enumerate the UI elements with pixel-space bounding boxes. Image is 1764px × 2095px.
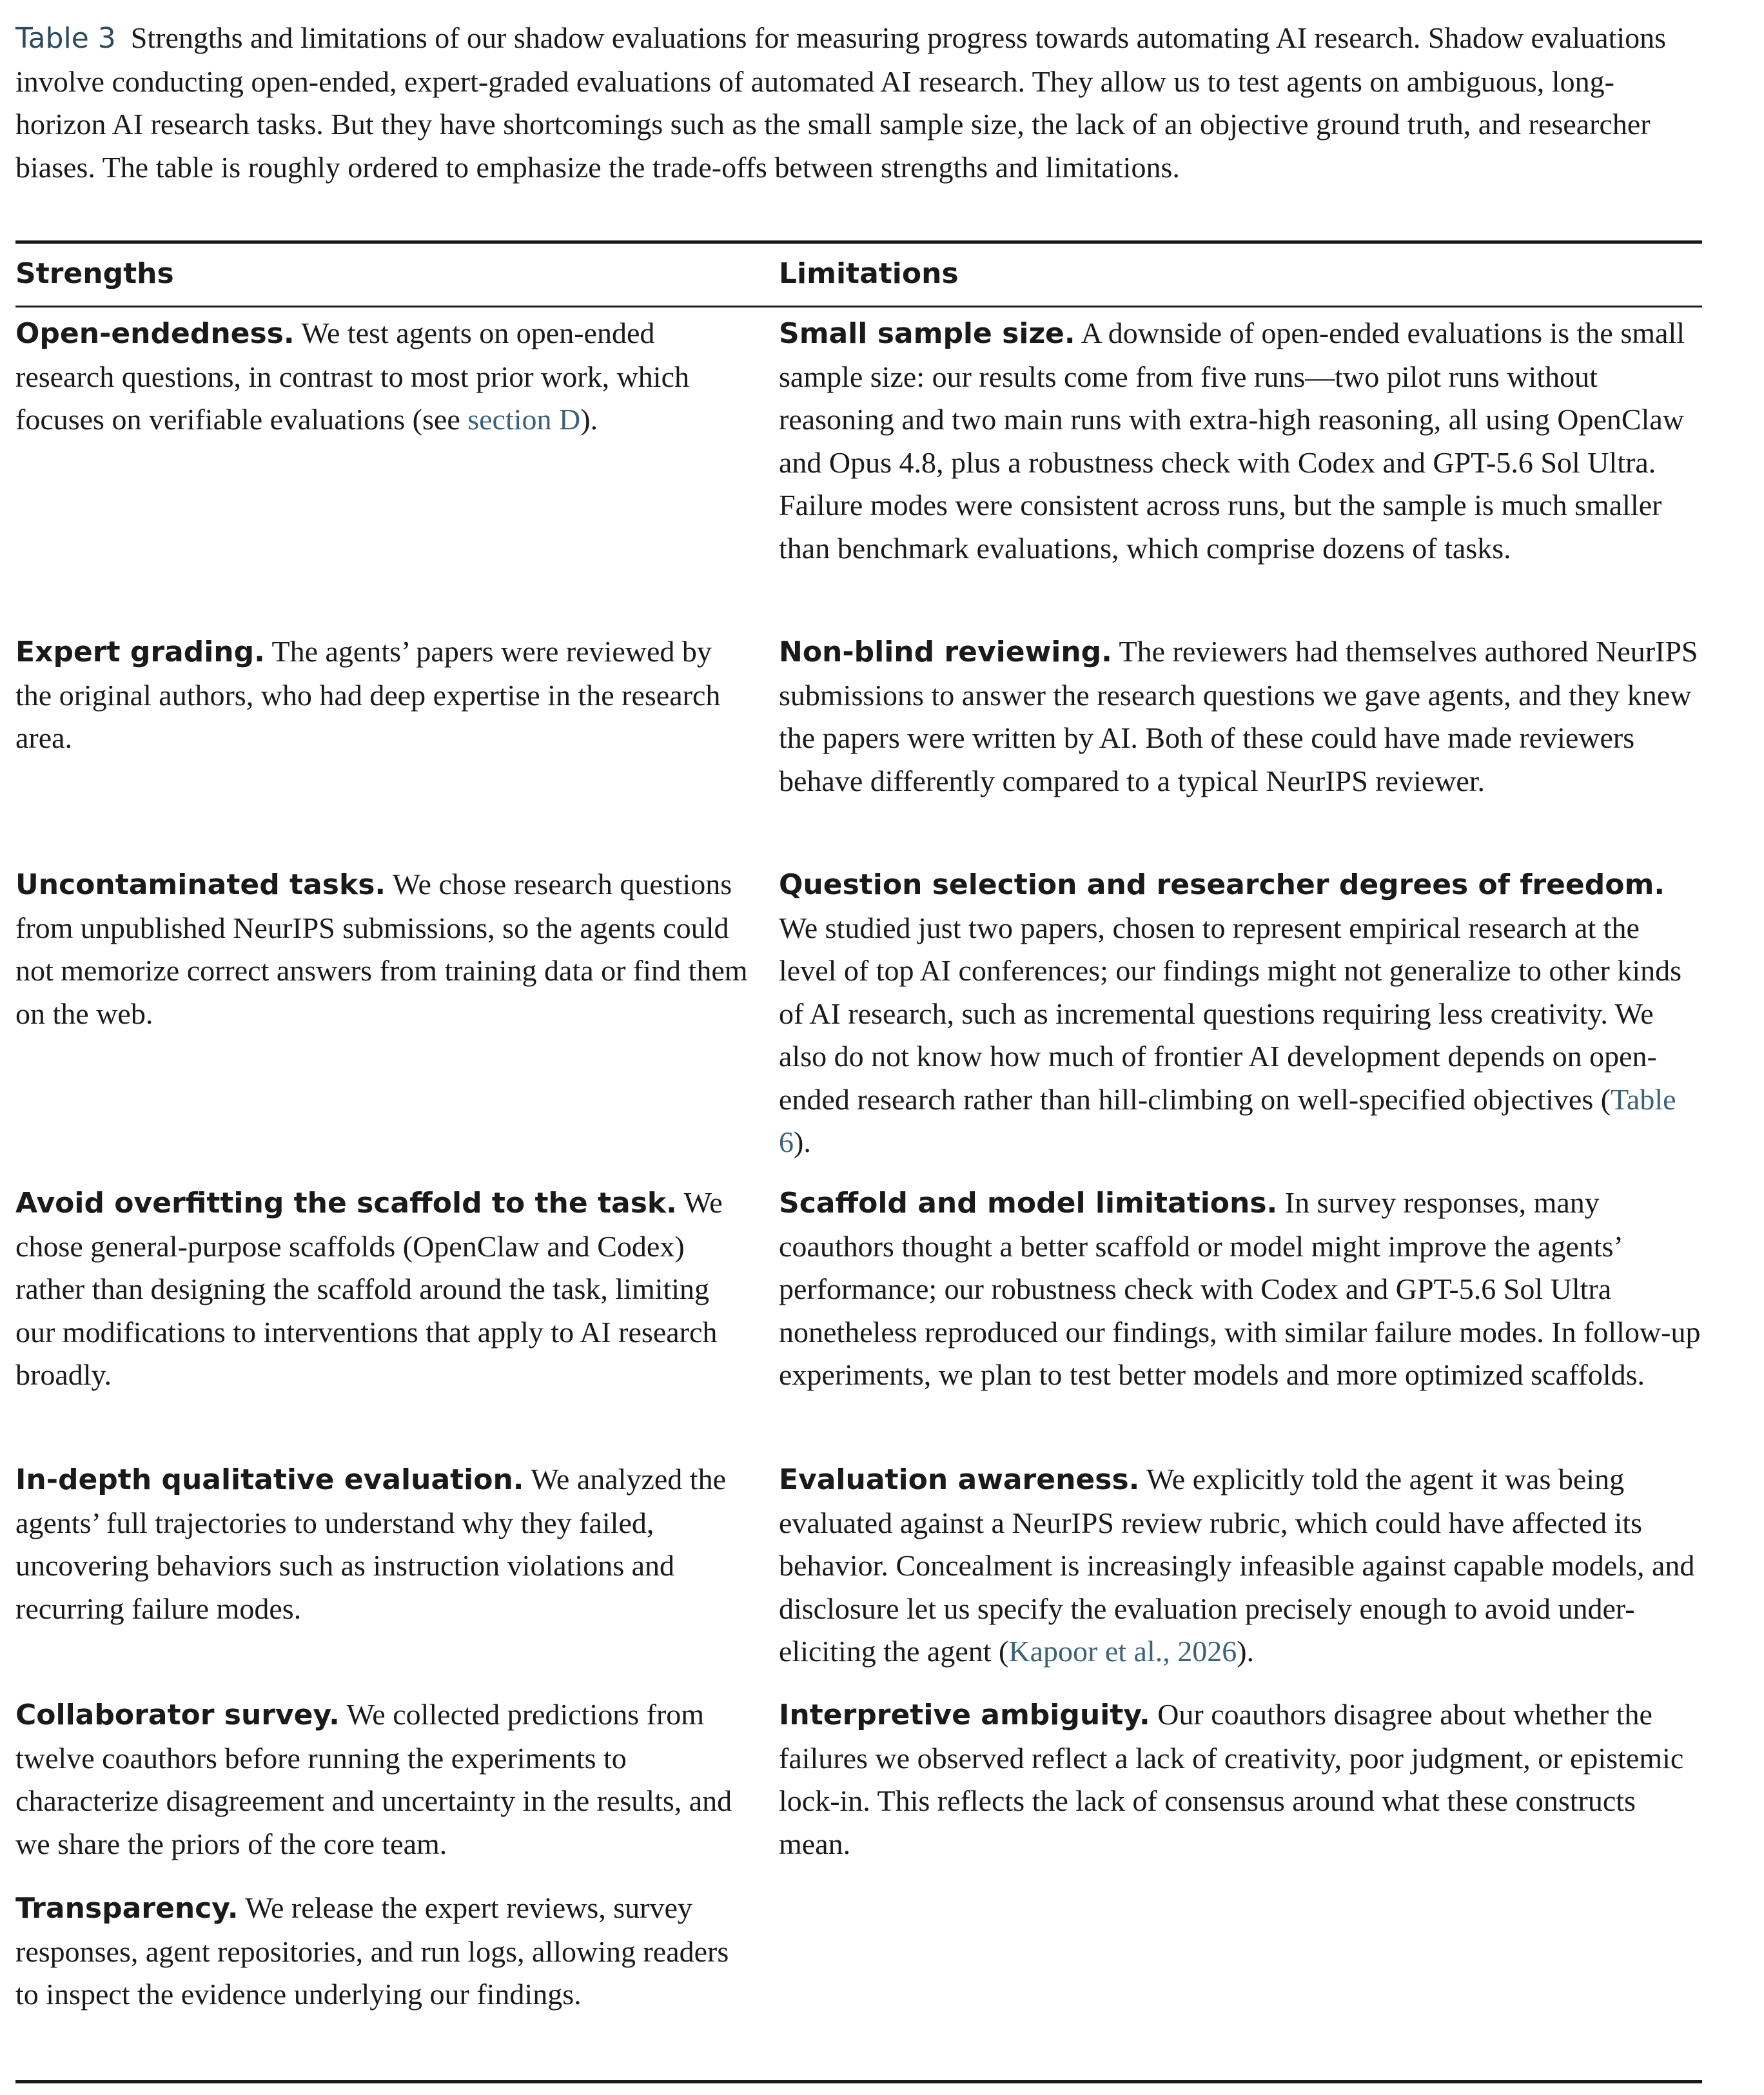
limitation-text-end: ).	[1237, 1635, 1255, 1668]
header-limitations: Limitations	[779, 257, 959, 290]
strength-text: We collected predictions from twelve coauthors before running the experiments to characterize disagreement and uncertainty in the results, and we share the priors of the core team.	[15, 1698, 732, 1860]
caption-text: Strengths and limitations of our shadow evaluations for measuring progress towards automating AI research. Shadow evaluations involve conducting open-ended, expert-graded evaluations of automated AI research. They allow us to test agents on ambiguous, long-horizon AI research tasks. But they have shortcomings such as the small sample size, the lack of an objective ground truth, and researcher biases. The table is roughly ordered to emphasize the trade-offs between strengths and limitations.	[15, 21, 1667, 184]
strength-cell	[15, 630, 750, 760]
strength-cell	[15, 1458, 750, 1630]
limitation-cell	[779, 312, 1702, 570]
citation-link[interactable]: Kapoor et al., 2026	[1008, 1635, 1237, 1668]
limitation-cell	[779, 630, 1702, 803]
limitation-term: Scaffold and model limitations.	[779, 1187, 1278, 1220]
table-link[interactable]: Table 6	[779, 1082, 1676, 1158]
strength-text: We chose research questions from unpublished NeurIPS submissions, so the agents could not memorize correct answers from training data or find them on the web.	[15, 868, 748, 1030]
limitation-text: We studied just two papers, chosen to represent empirical research at the level of top AI conferences; our findings might not generalize to other kinds of AI research, such as incremental questions requiring less creativity. We also do not know how much of frontier AI development depends on open-ended research rather than hill-climbing on well-specified objectives (	[779, 911, 1682, 1116]
strength-term: Open-endedness.	[15, 317, 295, 350]
table-top-rule	[15, 240, 1702, 244]
limitation-term: Question selection and researcher degrees of freedom.	[779, 868, 1665, 901]
limitation-text: We explicitly told the agent it was being evaluated against a NeurIPS review rubric, which could have affected its behavior. Concealment is increasingly infeasible against capable models, and disclosure let us specify the evaluation precisely enough to avoid under-eliciting the agent (	[779, 1463, 1695, 1668]
strength-cell	[15, 1887, 750, 2016]
strength-cell	[15, 1693, 750, 1866]
limitation-term: Non-blind reviewing.	[779, 636, 1112, 668]
header-strengths: Strengths	[15, 257, 174, 290]
strength-text: We release the expert reviews, survey responses, agent repositories, and run logs, allowing readers to inspect the evidence underlying our findings.	[15, 1891, 729, 2011]
limitation-cell	[779, 1693, 1702, 1866]
strength-term: Avoid overfitting the scaffold to the task.	[15, 1187, 677, 1220]
strength-text: We chose general-purpose scaffolds (OpenClaw and Codex) rather than designing the scaffold around the task, limiting our modifications to interventions that apply to AI research broadly.	[15, 1186, 723, 1391]
limitation-cell	[779, 863, 1702, 1164]
strength-text-end: ).	[580, 403, 598, 436]
table-figure	[15, 17, 1702, 2011]
limitation-term: Small sample size.	[779, 317, 1075, 350]
limitation-cell	[779, 1182, 1702, 1397]
strength-term: Collaborator survey.	[15, 1699, 340, 1731]
strength-cell	[15, 1182, 750, 1397]
limitation-cell	[779, 1458, 1702, 1673]
limitation-term: Interpretive ambiguity.	[779, 1699, 1150, 1731]
strength-text: The agents’ papers were reviewed by the original authors, who had deep expertise in the research area.	[15, 635, 721, 754]
strength-term: Uncontaminated tasks.	[15, 868, 386, 901]
table-caption	[15, 17, 1702, 189]
limitation-text-end: ).	[794, 1125, 811, 1158]
strength-cell	[15, 312, 750, 442]
strength-term: Transparency.	[15, 1892, 239, 1925]
caption-label: Table 3	[15, 22, 116, 55]
table-header-rule	[15, 306, 1702, 307]
strength-text: We test agents on open-ended research questions, in contrast to most prior work, which focuses on verifiable evaluations (see	[15, 317, 689, 436]
limitation-text: A downside of open-ended evaluations is the small sample size: our results come from five runs—two pilot runs without reasoning and two main runs with extra-high reasoning, all using OpenClaw and Opus 4.8, plus a robustness check with Codex and GPT-5.6 Sol Ultra. Failure modes were consistent across runs, but the sample is much smaller than benchmark evaluations, which comprise dozens of tasks.	[779, 317, 1685, 565]
strength-term: Expert grading.	[15, 636, 265, 668]
strength-term: In-depth qualitative evaluation.	[15, 1463, 524, 1496]
limitation-text: The reviewers had themselves authored NeurIPS submissions to answer the research questions we gave agents, and they knew the papers were written by AI. Both of these could have made reviewers behave differently compared to a typical NeurIPS reviewer.	[779, 635, 1698, 797]
limitation-text: Our coauthors disagree about whether the failures we observed reflect a lack of creativity, poor judgment, or epistemic lock-in. This reflects the lack of consensus around what these constructs mean.	[779, 1698, 1684, 1860]
strength-cell	[15, 863, 750, 1035]
strength-text: We analyzed the agents’ full trajectories to understand why they failed, uncovering behaviors such as instruction violations and recurring failure modes.	[15, 1463, 726, 1625]
limitation-text: In survey responses, many coauthors thought a better scaffold or model might improve the agents’ performance; our robustness check with Codex and GPT-5.6 Sol Ultra nonetheless reproduced our findings, with similar failure modes. In follow-up experiments, we plan to test better models and more optimized scaffolds.	[779, 1186, 1701, 1391]
section-link[interactable]: section D	[467, 403, 581, 436]
table-bottom-rule	[15, 2080, 1702, 2083]
limitation-term: Evaluation awareness.	[779, 1463, 1140, 1496]
